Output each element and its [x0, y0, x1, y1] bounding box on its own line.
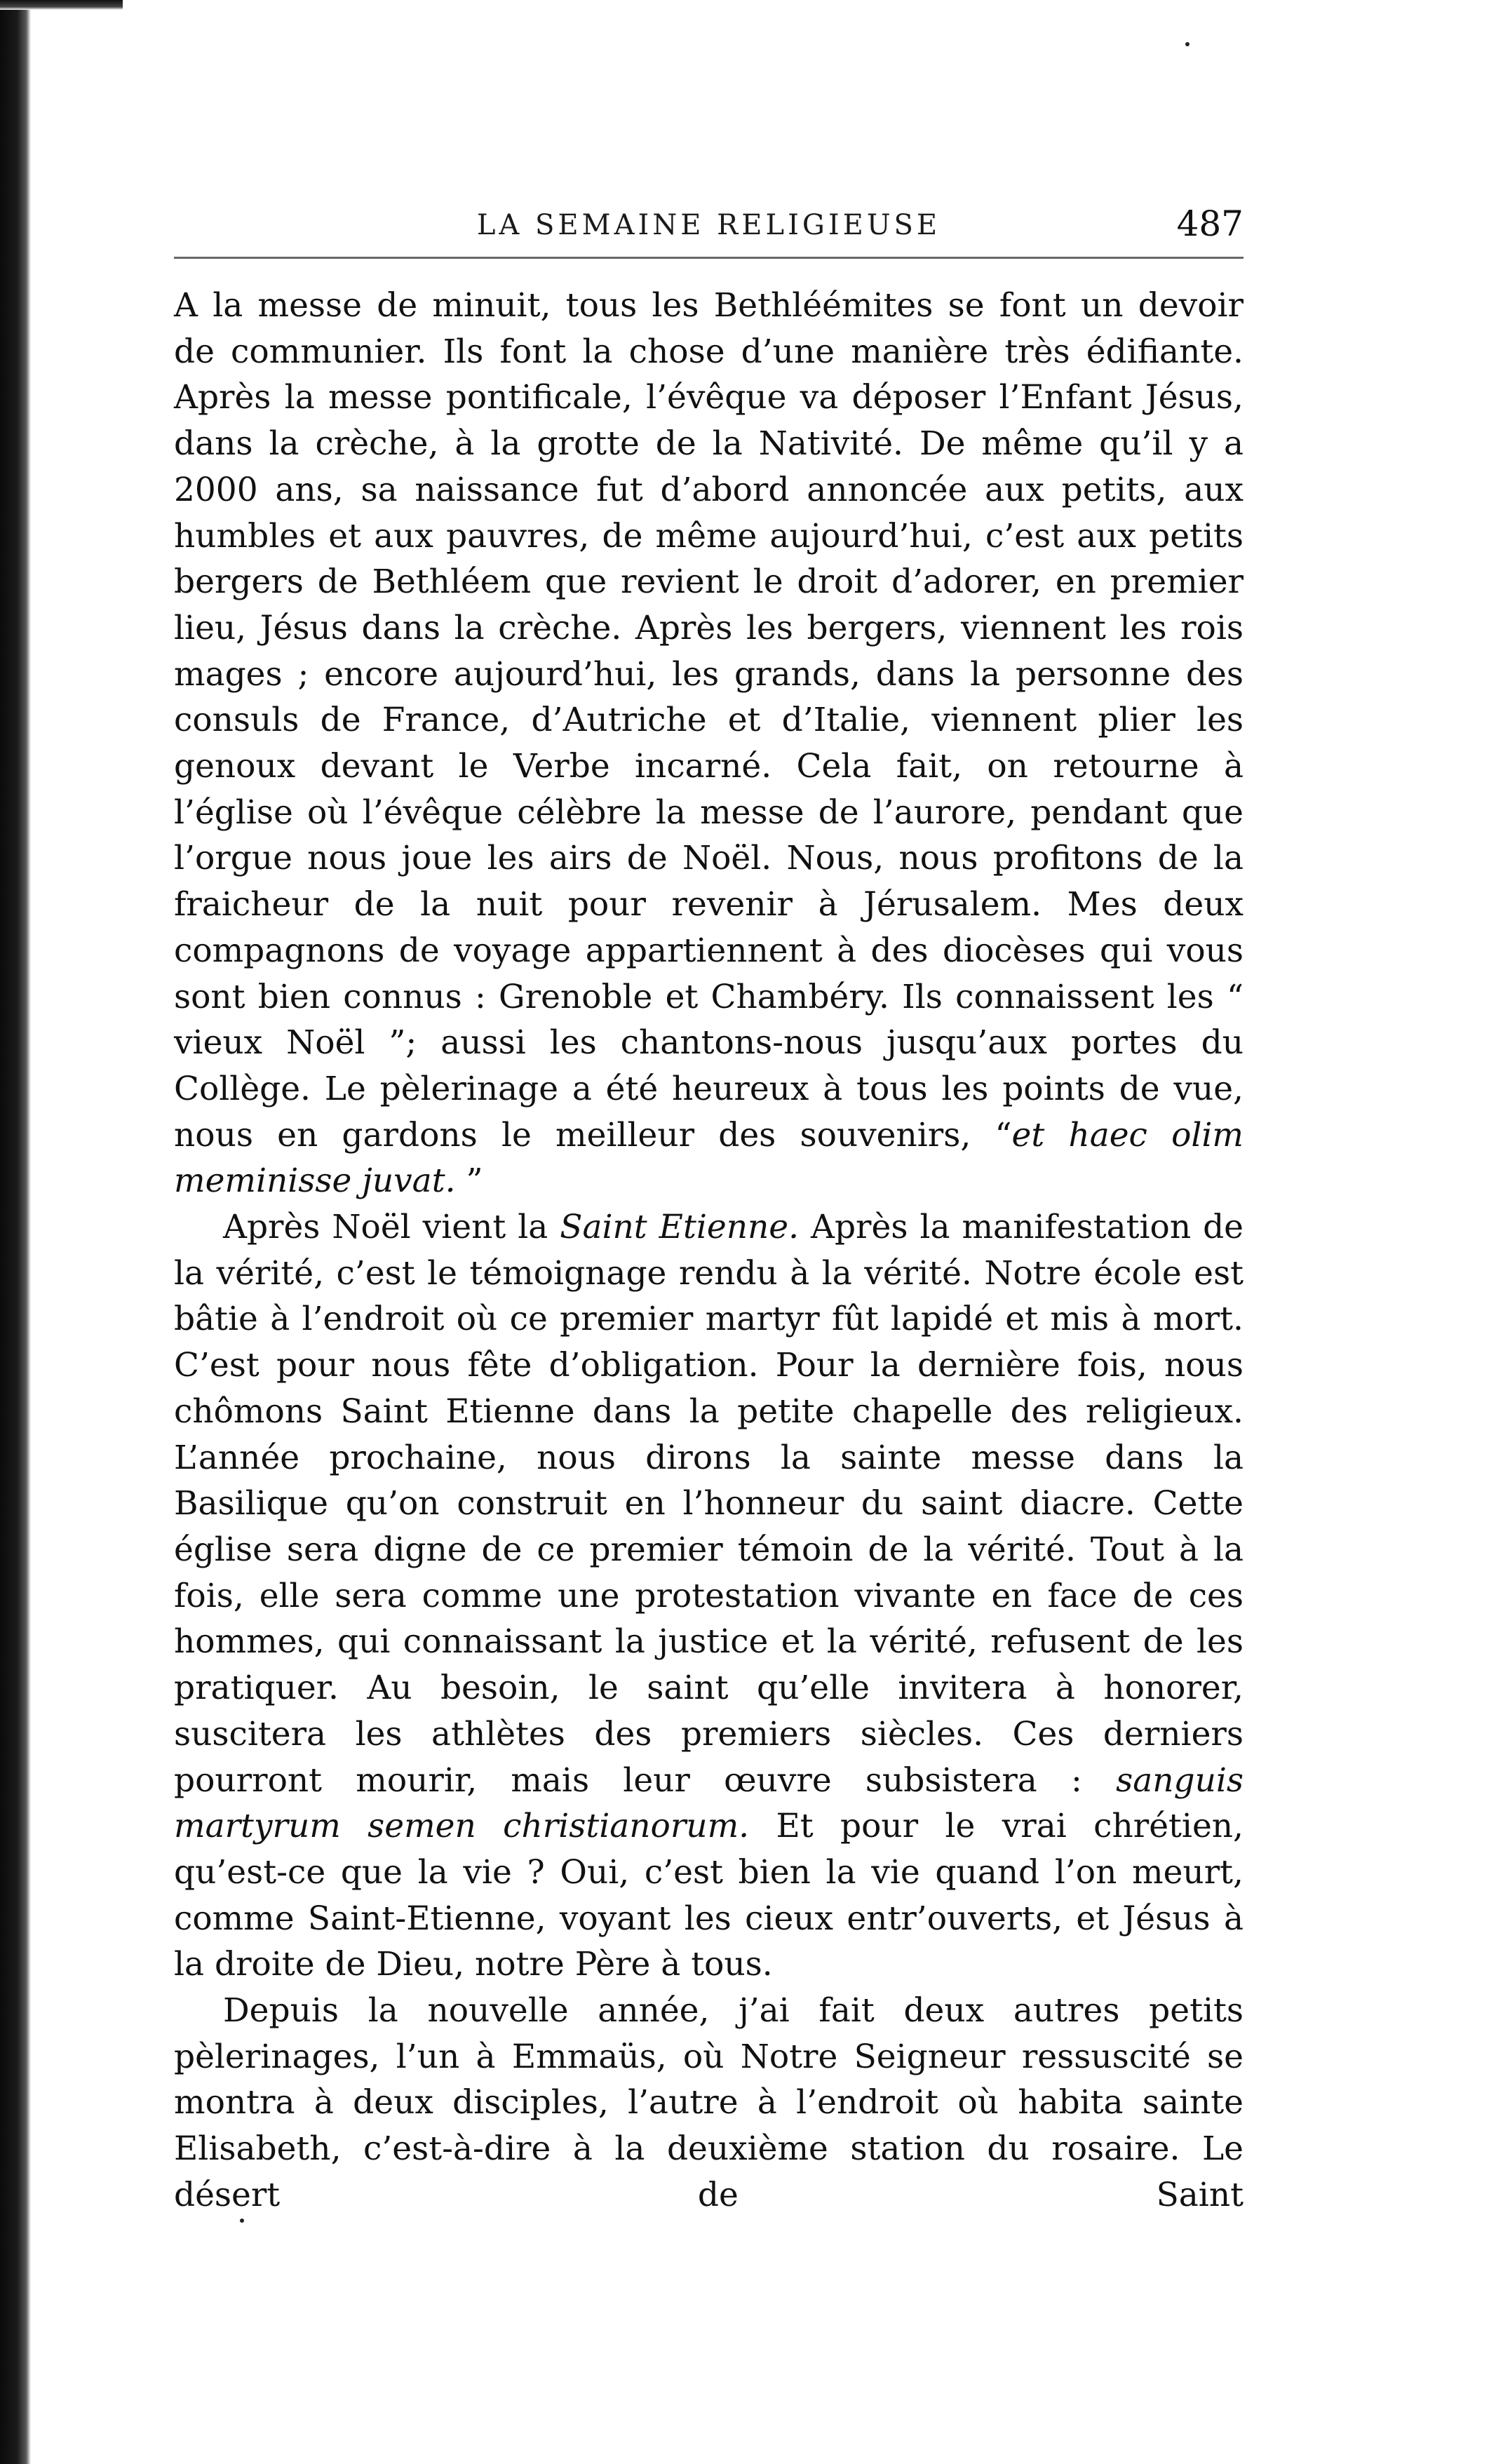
- feast-name: Saint Etienne.: [560, 1208, 800, 1247]
- page-header: [174, 203, 1244, 253]
- header-rule: [174, 257, 1244, 259]
- latin-quote: et haec olim meminisse juvat.: [174, 1115, 1244, 1201]
- latin-quote: sanguis martyrum semen christianorum.: [174, 1761, 1244, 1846]
- document-page: [174, 203, 1244, 2219]
- paragraph-text: Depuis la nouvelle année, j’ai fait deux autres petits pèlerinages, l’un à Emmaüs, où Notre Seigneur ressuscité se montra à deux disciples, l’autre à l’endroit où habita sainte Elisabeth, c’est-à-dire à la deuxième station du rosaire. Le désert de Saint: [174, 1991, 1244, 2214]
- scan-speck: [240, 2219, 244, 2223]
- quote-close: ”: [455, 1162, 483, 1201]
- paragraph-text: Et pour le vrai chrétien, qu’est-ce que la vie ? Oui, c’est bien la vie quand l’on meurt, comme Saint-Etienne, voyant les cieux entr’ouverts, et Jésus à la droite de Dieu, notre Père à tous.: [174, 1807, 1244, 1984]
- body-text: [174, 283, 1244, 2219]
- paragraph: [174, 1204, 1244, 1988]
- paragraph-text: A la messe de minuit, tous les Bethléémites se font un devoir de communier. Ils font la chose d’une manière très édifiante. Après la messe pontificale, l’évêque va déposer l’Enfant Jésus, dans la crèche, à la grotte de la Nativité. De même qu’il y a 2000 ans, sa naissance fut d’abord annoncée aux petits, aux humbles et aux pauvres, de même aujourd’hui, c’est aux petits bergers de Bethléem que revient le droit d’adorer, en premier lieu, Jésus dans la crèche. Après les bergers, viennent les rois mages ; encore aujourd’hui, les grands, dans la personne des consuls de France, d’Autriche et d’Italie, viennent plier les genoux devant le Verbe incarné. Cela fait, on retourne à l’église où l’évêque célèbre la messe de l’aurore, pendant que l’orgue nous joue les airs de Noël. Nous, nous profitons de la fraicheur de la nuit pour revenir à Jérusalem. Mes deux compagnons de voyage appartiennent à des diocèses qui vous sont bien connus : Grenoble et Chambéry. Ils connaissent les “ vieux Noël ”; aussi les chantons-nous jusqu’aux portes du Collège. Le pèlerinage a été heureux à tous les points de vue, nous en gardons le meilleur des souvenirs, “: [174, 286, 1244, 1154]
- running-head: LA SEMAINE RELIGIEUSE: [476, 209, 941, 241]
- paragraph: [174, 1988, 1244, 2219]
- paragraph-text: Après Noël vient la: [223, 1208, 560, 1247]
- paragraph: [174, 283, 1244, 1204]
- page-number: 487: [1176, 203, 1244, 244]
- scan-left-edge: [0, 0, 31, 2464]
- scan-top-edge: [0, 0, 123, 10]
- scan-speck: [1185, 42, 1190, 46]
- paragraph-text: Après la manifestation de la vérité, c’est le témoignage rendu à la vérité. Notre école est bâtie à l’endroit où ce premier martyr fût lapidé et mis à mort. C’est pour nous fête d’obligation. Pour la dernière fois, nous chômons Saint Etienne dans la petite chapelle des religieux. L’année prochaine, nous dirons la sainte messe dans la Basilique qu’on construit en l’honneur du saint diacre. Cette église sera digne de ce premier témoin de la vérité. Tout à la fois, elle sera comme une protestation vivante en face de ces hommes, qui connaissant la justice et la vérité, refusent de les pratiquer. Au besoin, le saint qu’elle invitera à honorer, suscitera les athlètes des premiers siècles. Ces derniers pourront mourir, mais leur œuvre subsistera :: [174, 1208, 1244, 1800]
